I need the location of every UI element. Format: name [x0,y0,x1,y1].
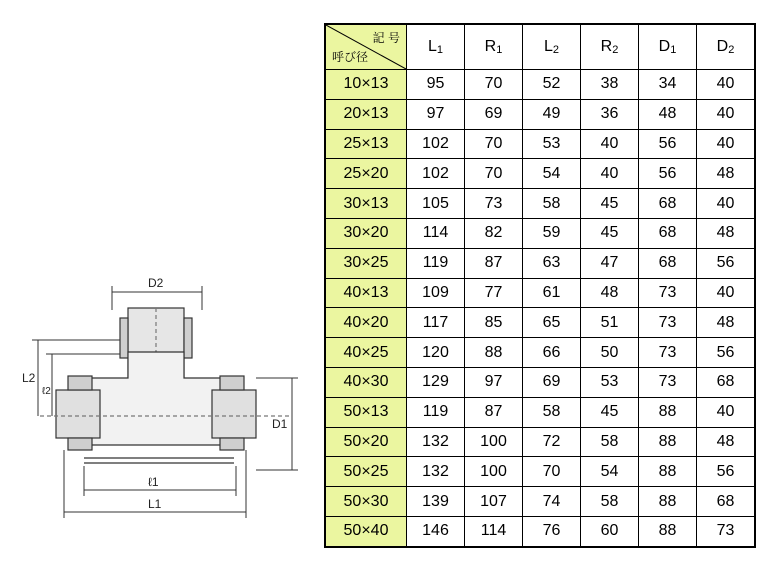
label-l2: L2 [22,371,36,385]
column-header-main: L [543,38,553,55]
column-header-main: L [427,38,437,55]
dimension-value-cell: 51 [581,308,639,338]
corner-label-symbol: 記 号 [372,31,400,45]
dimension-value-cell: 40 [697,99,756,129]
dimension-value-cell: 105 [407,189,465,219]
dimension-value-cell: 73 [639,278,697,308]
column-header-main: D [658,38,671,55]
dimension-value-cell: 48 [697,159,756,189]
dimension-value-cell: 40 [581,129,639,159]
nominal-size-cell: 50×20 [325,427,407,457]
dimension-value-cell: 102 [407,129,465,159]
nominal-size-cell: 50×40 [325,516,407,546]
dimension-value-cell: 36 [581,99,639,129]
dimension-value-cell: 88 [465,338,523,368]
dimension-value-cell: 72 [523,427,581,457]
column-header [407,24,465,70]
dimension-value-cell: 65 [523,308,581,338]
dimension-value-cell: 132 [407,457,465,487]
dimension-value-cell: 97 [407,99,465,129]
table-row [325,278,755,308]
dimension-value-cell: 119 [407,397,465,427]
dimension-value-cell: 68 [697,367,756,397]
nominal-size-cell: 40×25 [325,338,407,368]
table-body [325,70,755,547]
label-l1: L1 [148,497,162,511]
table-row [325,338,755,368]
dimension-value-cell: 63 [523,248,581,278]
dimension-value-cell: 40 [697,397,756,427]
dimension-value-cell: 40 [697,70,756,100]
table-row [325,308,755,338]
dimension-value-cell: 114 [407,218,465,248]
dimension-value-cell: 73 [639,338,697,368]
table-row [325,129,755,159]
dimension-value-cell: 70 [523,457,581,487]
column-header-sub: 2 [612,44,619,56]
dimension-value-cell: 54 [523,159,581,189]
dimension-value-cell: 107 [465,487,523,517]
tee-fitting-drawing [20,270,310,530]
dimension-value-cell: 50 [581,338,639,368]
table-corner-cell [325,24,407,70]
dimension-value-cell: 56 [639,159,697,189]
dimension-value-cell: 60 [581,516,639,546]
dimension-value-cell: 70 [465,129,523,159]
dimension-value-cell: 82 [465,218,523,248]
label-d1: D1 [272,417,288,431]
dimension-value-cell: 56 [697,457,756,487]
dimension-value-cell: 73 [465,189,523,219]
nominal-size-cell: 30×13 [325,189,407,219]
nominal-size-cell: 30×20 [325,218,407,248]
dimension-value-cell: 68 [639,248,697,278]
dimension-value-cell: 109 [407,278,465,308]
column-header [697,24,756,70]
dimension-value-cell: 73 [639,308,697,338]
dimension-value-cell: 34 [639,70,697,100]
nominal-size-cell: 50×30 [325,487,407,517]
dimension-value-cell: 88 [639,427,697,457]
column-header-sub: 1 [436,44,444,56]
dimension-value-cell: 100 [465,427,523,457]
dimension-value-cell: 58 [581,427,639,457]
dimension-value-cell: 56 [697,248,756,278]
column-header-sub: 1 [670,44,677,56]
dimension-value-cell: 48 [581,278,639,308]
nominal-size-cell: 50×13 [325,397,407,427]
dimension-value-cell: 48 [639,99,697,129]
dimension-value-cell: 95 [407,70,465,100]
dimension-value-cell: 68 [639,218,697,248]
dimension-value-cell: 73 [697,516,756,546]
dimension-value-cell: 53 [523,129,581,159]
nominal-size-cell: 25×13 [325,129,407,159]
table-row [325,397,755,427]
table-row [325,189,755,219]
column-header-main: D [716,38,729,55]
table-row [325,218,755,248]
dimension-value-cell: 74 [523,487,581,517]
dimension-value-cell: 56 [639,129,697,159]
column-header [639,24,697,70]
dimension-value-cell: 119 [407,248,465,278]
table-row [325,516,755,546]
dimension-value-cell: 68 [697,487,756,517]
dimension-value-cell: 88 [639,516,697,546]
dimension-value-cell: 68 [639,189,697,219]
dimension-value-cell: 58 [523,189,581,219]
dimension-value-cell: 38 [581,70,639,100]
dimension-value-cell: 114 [465,516,523,546]
dimension-value-cell: 56 [697,338,756,368]
dimension-value-cell: 117 [407,308,465,338]
nominal-size-cell: 50×25 [325,457,407,487]
dimension-value-cell: 100 [465,457,523,487]
dimension-value-cell: 40 [581,159,639,189]
column-header-sub: 1 [496,44,503,56]
corner-label-size: 呼び径 [332,50,369,64]
column-header-main: R [600,38,613,55]
dimension-value-cell: 48 [697,427,756,457]
dimension-value-cell: 73 [639,367,697,397]
column-header [581,24,639,70]
dimension-value-cell: 97 [465,367,523,397]
dimension-table [324,23,756,548]
dimension-value-cell: 45 [581,218,639,248]
table-row [325,367,755,397]
dimension-value-cell: 70 [465,159,523,189]
column-header-main: R [484,38,497,55]
dimension-value-cell: 69 [465,99,523,129]
dimension-value-cell: 120 [407,338,465,368]
table-row [325,99,755,129]
column-header [523,24,581,70]
table-row [325,70,755,100]
table-row [325,427,755,457]
dimension-value-cell: 88 [639,487,697,517]
label-r1: ℓ1 [148,475,159,489]
label-r2: ℓ2 [42,386,51,397]
column-header-sub: 2 [552,44,560,56]
nominal-size-cell: 25×20 [325,159,407,189]
dimension-value-cell: 54 [581,457,639,487]
dimension-value-cell: 48 [697,218,756,248]
dimension-value-cell: 59 [523,218,581,248]
dimension-value-cell: 47 [581,248,639,278]
dimension-value-cell: 53 [581,367,639,397]
nominal-size-cell: 10×13 [325,70,407,100]
dimension-value-cell: 87 [465,248,523,278]
table-row [325,248,755,278]
dimension-value-cell: 40 [697,278,756,308]
dimension-value-cell: 77 [465,278,523,308]
dimension-value-cell: 45 [581,397,639,427]
dimension-value-cell: 48 [697,308,756,338]
dimension-value-cell: 85 [465,308,523,338]
dimension-value-cell: 88 [639,457,697,487]
dimension-value-cell: 52 [523,70,581,100]
dimension-value-cell: 129 [407,367,465,397]
dimension-value-cell: 66 [523,338,581,368]
nominal-size-cell: 20×13 [325,99,407,129]
dimension-value-cell: 58 [523,397,581,427]
label-d2: D2 [148,276,164,290]
dimension-value-cell: 88 [639,397,697,427]
dimension-value-cell: 69 [523,367,581,397]
nominal-size-cell: 40×20 [325,308,407,338]
table-row [325,159,755,189]
dimension-value-cell: 61 [523,278,581,308]
dimension-value-cell: 40 [697,189,756,219]
table-header-row [325,24,755,70]
dimension-value-cell: 45 [581,189,639,219]
dimension-value-cell: 49 [523,99,581,129]
nominal-size-cell: 30×25 [325,248,407,278]
dimension-value-cell: 70 [465,70,523,100]
column-header [465,24,523,70]
dimension-value-cell: 76 [523,516,581,546]
table-row [325,457,755,487]
dimension-value-cell: 102 [407,159,465,189]
dimension-value-cell: 40 [697,129,756,159]
table-row [325,487,755,517]
dimension-value-cell: 87 [465,397,523,427]
dimension-value-cell: 58 [581,487,639,517]
nominal-size-cell: 40×13 [325,278,407,308]
dimension-value-cell: 132 [407,427,465,457]
column-header-sub: 2 [728,44,735,56]
dimension-value-cell: 146 [407,516,465,546]
nominal-size-cell: 40×30 [325,367,407,397]
dimension-value-cell: 139 [407,487,465,517]
